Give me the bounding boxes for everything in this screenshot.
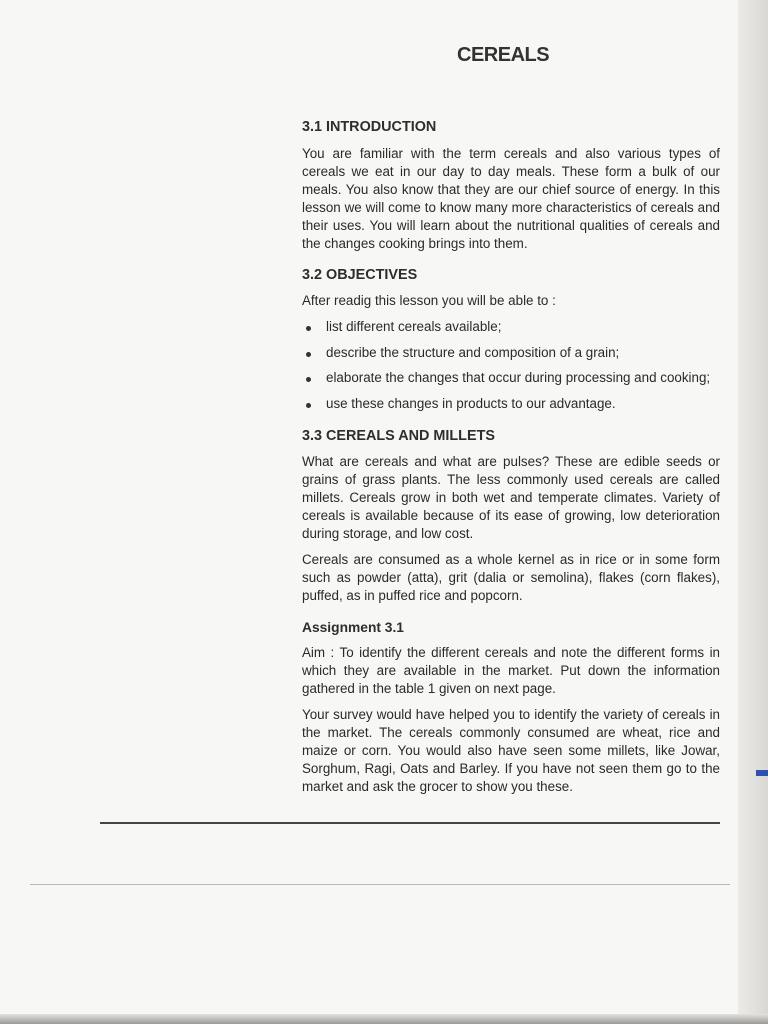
scan-tab-mark [756, 770, 768, 776]
list-item-text: use these changes in products to our advantage. [326, 395, 616, 411]
scan-edge-bottom [0, 1014, 768, 1024]
assignment-aim: Aim : To identify the different cereals and note the different forms in which they are available in the market. Put down the information gathered in the table 1 given on next page. [302, 645, 720, 696]
footer-rule [100, 822, 720, 824]
scan-edge-right [738, 0, 768, 1024]
bullet-icon [306, 403, 311, 408]
objectives-heading: 3.2 OBJECTIVES [302, 267, 418, 283]
objectives-lead: After readig this lesson you will be able to : [302, 293, 556, 308]
bullet-icon [306, 326, 311, 331]
cereals-millets-paragraph-1: What are cereals and what are pulses? These are edible seeds or grains of grass plants. The less commonly used cereals are called millets. Cereals grow in both wet and temperate climates. Variety of cereals is available because of its ease of growing, low deterioration during storage, and low cost. [302, 454, 720, 541]
assignment-heading: Assignment 3.1 [302, 620, 404, 635]
cereals-millets-heading: 3.3 CEREALS AND MILLETS [302, 428, 495, 444]
intro-heading: 3.1 INTRODUCTION [302, 119, 437, 135]
bullet-icon [306, 352, 311, 357]
cereals-millets-paragraph-2: Cereals are consumed as a whole kernel as in rice or in some form such as powder (atta), grit (dalia or semolina), flakes (corn flakes), puffed, as in puffed rice and popcorn. [302, 552, 720, 603]
list-item-text: describe the structure and composition of a grain; [326, 344, 620, 360]
list-item-text: elaborate the changes that occur during processing and cooking; [326, 370, 711, 385]
scan-stray-line [30, 884, 730, 885]
bullet-icon [306, 377, 311, 382]
page-title: CEREALS [457, 44, 550, 66]
objectives-list [302, 318, 720, 420]
assignment-survey: Your survey would have helped you to identify the variety of cereals in the market. The cereals commonly consumed are wheat, rice and maize or corn. You would also have seen some millets, like Jowar, Sorghum, Ragi, Oats and Barley. If you have not seen them go to the market and ask the grocer to show you these. [302, 707, 720, 794]
list-item [302, 395, 720, 421]
list-item [302, 369, 720, 395]
list-item [302, 344, 720, 370]
list-item [302, 318, 720, 344]
list-item-text: list different cereals available; [326, 319, 502, 334]
intro-paragraph: You are familiar with the term cereals and also various types of cereals we eat in our day to day meals. These form a bulk of our meals. You also know that they are our chief source of energy. In this lesson we will come to know many more characteristics of cereals and their uses. You will learn about the nutritional qualities of cereals and the changes cooking brings into them. [302, 146, 720, 251]
